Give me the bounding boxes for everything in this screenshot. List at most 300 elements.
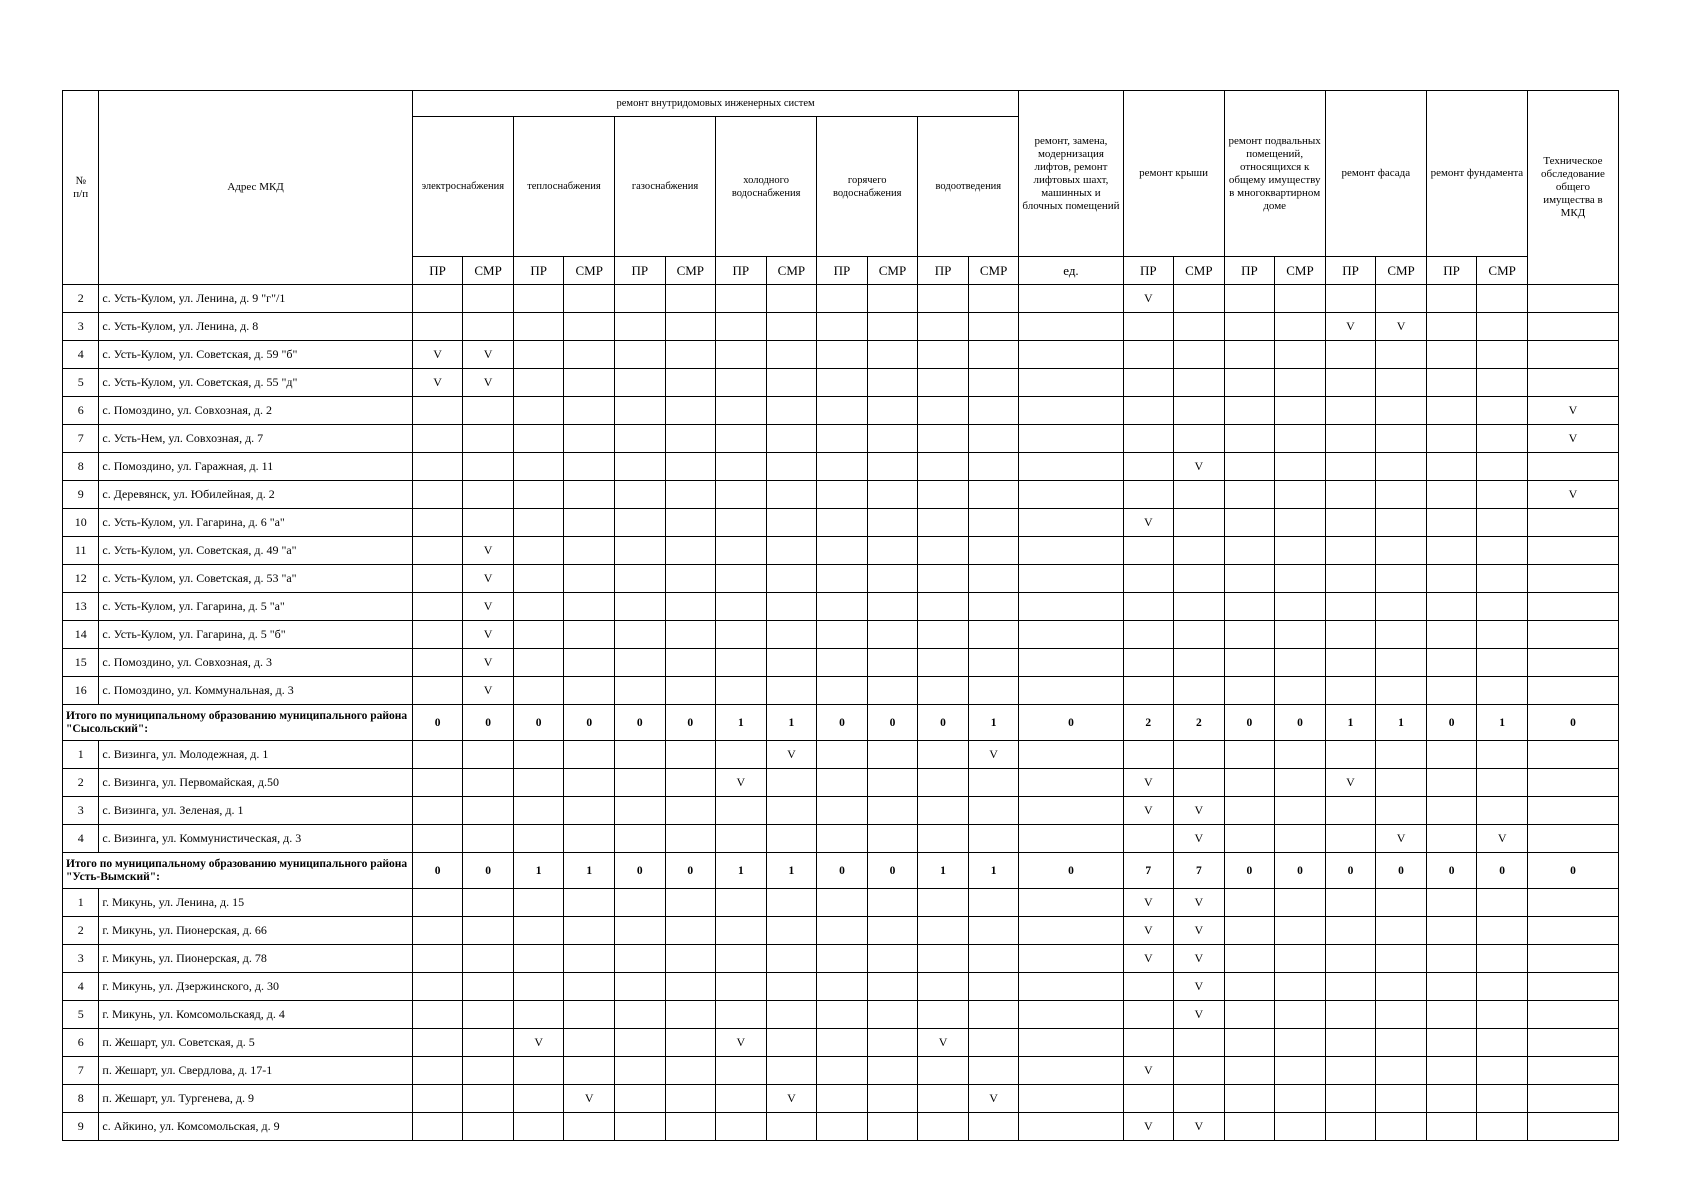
row-mark-cell [918,973,969,1001]
row-mark-cell [716,369,767,397]
row-mark-cell [412,741,463,769]
row-mark-cell [766,537,817,565]
row-mark-cell [1477,285,1528,313]
total-value: 1 [766,705,817,741]
row-mark-cell: V [463,621,514,649]
row-mark-cell: V [1325,769,1376,797]
row-mark-cell [817,1057,868,1085]
row-mark-cell [412,537,463,565]
row-mark-cell [1477,649,1528,677]
foundation-smr-header: СМР [1477,257,1528,285]
row-mark-cell [766,769,817,797]
row-mark-cell: V [1174,917,1225,945]
row-mark-cell [1224,741,1275,769]
total-value: 0 [817,705,868,741]
sub-heat-header: теплоснабжения [513,117,614,257]
row-mark-cell [614,1085,665,1113]
row-mark-cell [463,1085,514,1113]
row-mark-cell [968,481,1019,509]
row-mark-cell [665,509,716,537]
row-address: с. Усть-Кулом, ул. Ленина, д. 9 "г"/1 [99,285,412,313]
row-mark-cell [1477,369,1528,397]
row-mark-cell [867,481,918,509]
row-mark-cell [968,341,1019,369]
roof-smr-header: СМР [1174,257,1225,285]
row-mark-cell [1376,1001,1427,1029]
row-mark-cell [1019,341,1123,369]
row-mark-cell [1426,453,1477,481]
row-mark-cell [918,565,969,593]
works-table [62,90,1619,1141]
row-mark-cell: V [766,741,817,769]
lifts-units-header: ед. [1019,257,1123,285]
row-mark-cell [1275,509,1326,537]
row-mark-cell [1426,825,1477,853]
row-mark-cell [918,453,969,481]
row-mark-cell [1426,1085,1477,1113]
row-mark-cell [867,509,918,537]
row-mark-cell [412,397,463,425]
row-address: с. Деревянск, ул. Юбилейная, д. 2 [99,481,412,509]
row-number: 8 [63,1085,99,1113]
row-mark-cell [614,565,665,593]
row-number: 9 [63,481,99,509]
row-number: 8 [63,453,99,481]
row-mark-cell [1376,509,1427,537]
row-mark-cell [1275,313,1326,341]
row-mark-cell [564,649,615,677]
row-mark-cell [1527,509,1618,537]
row-mark-cell [716,593,767,621]
row-mark-cell [1275,341,1326,369]
row-address: п. Жешарт, ул. Тургенева, д. 9 [99,1085,412,1113]
row-mark-cell [1123,397,1174,425]
row-mark-cell [867,313,918,341]
row-mark-cell [918,593,969,621]
row-mark-cell [1275,1001,1326,1029]
row-mark-cell [412,945,463,973]
row-mark-cell [412,509,463,537]
row-mark-cell [1174,341,1225,369]
row-mark-cell [1275,649,1326,677]
row-mark-cell [564,453,615,481]
row-mark-cell: V [463,341,514,369]
row-mark-cell: V [716,769,767,797]
row-mark-cell [665,825,716,853]
row-mark-cell: V [1174,945,1225,973]
row-mark-cell [766,397,817,425]
row-mark-cell [867,677,918,705]
row-mark-cell [1527,1057,1618,1085]
row-mark-cell [463,453,514,481]
row-mark-cell [1019,1085,1123,1113]
row-mark-cell [1426,537,1477,565]
table-row [63,649,1619,677]
row-number: 4 [63,341,99,369]
row-mark-cell [1477,769,1528,797]
row-mark-cell [1325,1057,1376,1085]
row-mark-cell [968,565,1019,593]
row-mark-cell [716,741,767,769]
row-mark-cell [665,649,716,677]
row-mark-cell [665,917,716,945]
row-mark-cell [1376,1113,1427,1141]
row-mark-cell [867,565,918,593]
row-mark-cell [817,285,868,313]
row-mark-cell [463,945,514,973]
row-mark-cell [817,973,868,1001]
row-mark-cell [1527,593,1618,621]
row-mark-cell [665,397,716,425]
row-mark-cell [918,917,969,945]
row-mark-cell [867,1001,918,1029]
row-mark-cell [1275,889,1326,917]
row-mark-cell [614,341,665,369]
row-mark-cell [1426,797,1477,825]
row-mark-cell [1224,453,1275,481]
row-mark-cell [1426,593,1477,621]
total-value: 0 [1426,853,1477,889]
row-mark-cell [1325,341,1376,369]
row-mark-cell [1275,537,1326,565]
row-mark-cell: V [1174,1001,1225,1029]
row-mark-cell [1376,369,1427,397]
table-row [63,593,1619,621]
row-mark-cell [1325,1085,1376,1113]
row-mark-cell [614,945,665,973]
row-mark-cell [1477,425,1528,453]
row-mark-cell [766,1113,817,1141]
total-value: 0 [1224,853,1275,889]
table-body [63,285,1619,1141]
sub-gas-header: газоснабжения [614,117,715,257]
row-mark-cell [1376,565,1427,593]
row-mark-cell [766,797,817,825]
row-mark-cell [867,425,918,453]
row-mark-cell [1477,313,1528,341]
row-mark-cell [1174,593,1225,621]
row-mark-cell [564,917,615,945]
row-mark-cell [1174,649,1225,677]
group-internal-systems-header: ремонт внутридомовых инженерных систем [412,91,1019,117]
row-address: с. Усть-Кулом, ул. Ленина, д. 8 [99,313,412,341]
row-mark-cell [716,1085,767,1113]
row-mark-cell [1224,313,1275,341]
total-value: 1 [513,853,564,889]
total-value: 0 [614,705,665,741]
row-mark-cell [1123,425,1174,453]
row-mark-cell [513,677,564,705]
row-mark-cell [968,1113,1019,1141]
table-row [63,565,1619,593]
row-mark-cell [665,481,716,509]
row-mark-cell [1275,797,1326,825]
row-mark-cell [1527,285,1618,313]
row-mark-cell [1123,621,1174,649]
row-mark-cell [614,509,665,537]
row-mark-cell: V [1325,313,1376,341]
row-mark-cell [1275,1057,1326,1085]
row-mark-cell [716,397,767,425]
row-mark-cell [1527,313,1618,341]
row-mark-cell [1019,1029,1123,1057]
table-row [63,677,1619,705]
row-mark-cell [1325,285,1376,313]
row-mark-cell [1174,425,1225,453]
row-mark-cell [918,481,969,509]
table-row [63,889,1619,917]
row-mark-cell [968,425,1019,453]
row-mark-cell [1426,917,1477,945]
row-mark-cell [614,973,665,1001]
row-mark-cell [867,797,918,825]
row-mark-cell [1019,945,1123,973]
row-mark-cell [1376,973,1427,1001]
table-row [63,917,1619,945]
row-mark-cell [1174,285,1225,313]
row-mark-cell [1224,1029,1275,1057]
row-mark-cell [412,797,463,825]
row-mark-cell [1275,481,1326,509]
row-mark-cell [463,425,514,453]
total-value: 0 [1527,705,1618,741]
row-mark-cell: V [968,1085,1019,1113]
row-number: 1 [63,889,99,917]
row-mark-cell [1123,481,1174,509]
row-mark-cell [1019,397,1123,425]
row-mark-cell [1376,453,1427,481]
row-mark-cell [564,593,615,621]
row-mark-cell: V [1123,509,1174,537]
row-mark-cell [412,1001,463,1029]
row-mark-cell [1376,769,1427,797]
row-mark-cell [412,1085,463,1113]
row-mark-cell [716,677,767,705]
table-row [63,1001,1619,1029]
row-mark-cell [513,1001,564,1029]
row-mark-cell [1426,769,1477,797]
row-mark-cell [817,1029,868,1057]
row-address: с. Усть-Кулом, ул. Советская, д. 55 "д" [99,369,412,397]
row-mark-cell [1477,1001,1528,1029]
row-mark-cell [614,397,665,425]
row-mark-cell [1376,621,1427,649]
row-mark-cell [716,341,767,369]
row-mark-cell: V [1174,889,1225,917]
row-mark-cell [1527,769,1618,797]
row-mark-cell [1527,797,1618,825]
row-mark-cell [1325,917,1376,945]
row-mark-cell [665,369,716,397]
row-mark-cell [1019,425,1123,453]
row-mark-cell [817,917,868,945]
row-mark-cell [1123,973,1174,1001]
row-mark-cell [1325,621,1376,649]
row-mark-cell [1224,797,1275,825]
total-value: 7 [1174,853,1225,889]
row-mark-cell [564,565,615,593]
row-mark-cell [1527,537,1618,565]
row-mark-cell [1174,769,1225,797]
row-mark-cell [463,313,514,341]
row-mark-cell [918,341,969,369]
total-value: 0 [1019,705,1123,741]
row-mark-cell [1477,945,1528,973]
row-mark-cell [614,1001,665,1029]
table-row [63,741,1619,769]
row-mark-cell [817,889,868,917]
row-mark-cell: V [1123,1113,1174,1141]
row-mark-cell [1275,565,1326,593]
row-mark-cell [614,537,665,565]
row-mark-cell [513,1057,564,1085]
row-mark-cell [1527,917,1618,945]
row-mark-cell [1477,593,1528,621]
row-mark-cell [564,945,615,973]
row-mark-cell [817,621,868,649]
row-mark-cell [1325,537,1376,565]
row-mark-cell [665,341,716,369]
table-row [63,797,1619,825]
row-mark-cell [412,769,463,797]
row-mark-cell [1019,825,1123,853]
row-mark-cell [1325,593,1376,621]
row-mark-cell [412,481,463,509]
row-mark-cell [463,397,514,425]
row-mark-cell [513,481,564,509]
row-mark-cell [817,593,868,621]
electric-smr-header: СМР [463,257,514,285]
row-mark-cell [867,285,918,313]
row-mark-cell [1376,425,1427,453]
row-number: 5 [63,369,99,397]
table-row [63,509,1619,537]
row-mark-cell [867,1085,918,1113]
row-mark-cell [1019,621,1123,649]
row-mark-cell [564,313,615,341]
sub-coldwater-header: холодного водоснабжения [716,117,817,257]
row-mark-cell [513,397,564,425]
heat-smr-header: СМР [564,257,615,285]
row-mark-cell: V [1477,825,1528,853]
row-mark-cell [817,649,868,677]
row-mark-cell [1224,1085,1275,1113]
row-mark-cell [1376,649,1427,677]
row-address: г. Микунь, ул. Пионерская, д. 78 [99,945,412,973]
table-row [63,769,1619,797]
row-mark-cell [1477,1029,1528,1057]
row-mark-cell [1275,917,1326,945]
row-mark-cell [1527,825,1618,853]
row-mark-cell [1123,649,1174,677]
row-mark-cell: V [1123,285,1174,313]
row-mark-cell [1477,481,1528,509]
row-mark-cell: V [1174,453,1225,481]
row-mark-cell [918,797,969,825]
row-mark-cell: V [1123,1057,1174,1085]
row-mark-cell [918,1057,969,1085]
row-mark-cell [1477,537,1528,565]
row-mark-cell [1123,677,1174,705]
row-mark-cell [513,593,564,621]
row-mark-cell [1123,537,1174,565]
row-mark-cell [817,741,868,769]
table-row [63,825,1619,853]
row-mark-cell [1376,797,1427,825]
row-mark-cell: V [1376,825,1427,853]
row-mark-cell [918,509,969,537]
row-mark-cell [918,741,969,769]
row-mark-cell [564,973,615,1001]
row-mark-cell [1275,973,1326,1001]
row-mark-cell [1123,453,1174,481]
row-mark-cell [463,973,514,1001]
row-mark-cell [1019,1001,1123,1029]
row-mark-cell [564,509,615,537]
row-mark-cell [1019,649,1123,677]
row-mark-cell [614,797,665,825]
row-mark-cell [1527,649,1618,677]
row-mark-cell [564,341,615,369]
total-value: 0 [1376,853,1427,889]
row-mark-cell [1224,1001,1275,1029]
row-mark-cell [918,889,969,917]
row-mark-cell [766,369,817,397]
row-mark-cell [1426,397,1477,425]
total-value: 2 [1123,705,1174,741]
row-mark-cell [1477,453,1528,481]
row-mark-cell [1174,741,1225,769]
row-mark-cell [1376,917,1427,945]
row-mark-cell [1426,741,1477,769]
row-mark-cell [1477,741,1528,769]
row-mark-cell [1376,285,1427,313]
row-mark-cell [1477,889,1528,917]
row-mark-cell [463,1001,514,1029]
row-mark-cell [766,677,817,705]
total-value: 7 [1123,853,1174,889]
row-mark-cell: V [1174,797,1225,825]
row-mark-cell [665,537,716,565]
row-mark-cell [1477,621,1528,649]
row-mark-cell [1019,509,1123,537]
row-mark-cell [564,369,615,397]
row-mark-cell [1325,1029,1376,1057]
row-mark-cell [1376,889,1427,917]
row-number: 3 [63,797,99,825]
row-number: 16 [63,677,99,705]
row-mark-cell [1224,917,1275,945]
total-value: 0 [867,705,918,741]
hotwater-smr-header: СМР [867,257,918,285]
row-mark-cell [1123,1085,1174,1113]
row-mark-cell [513,621,564,649]
total-value: 0 [412,705,463,741]
row-mark-cell [968,313,1019,341]
row-mark-cell [665,797,716,825]
row-mark-cell [564,797,615,825]
row-mark-cell [716,313,767,341]
row-mark-cell [867,621,918,649]
row-mark-cell [1325,397,1376,425]
row-address: с. Усть-Кулом, ул. Гагарина, д. 5 "б" [99,621,412,649]
row-mark-cell [1426,565,1477,593]
row-mark-cell [1174,565,1225,593]
sub-hotwater-header: горячего водоснабжения [817,117,918,257]
row-mark-cell [1426,285,1477,313]
row-mark-cell [412,425,463,453]
row-mark-cell [463,741,514,769]
